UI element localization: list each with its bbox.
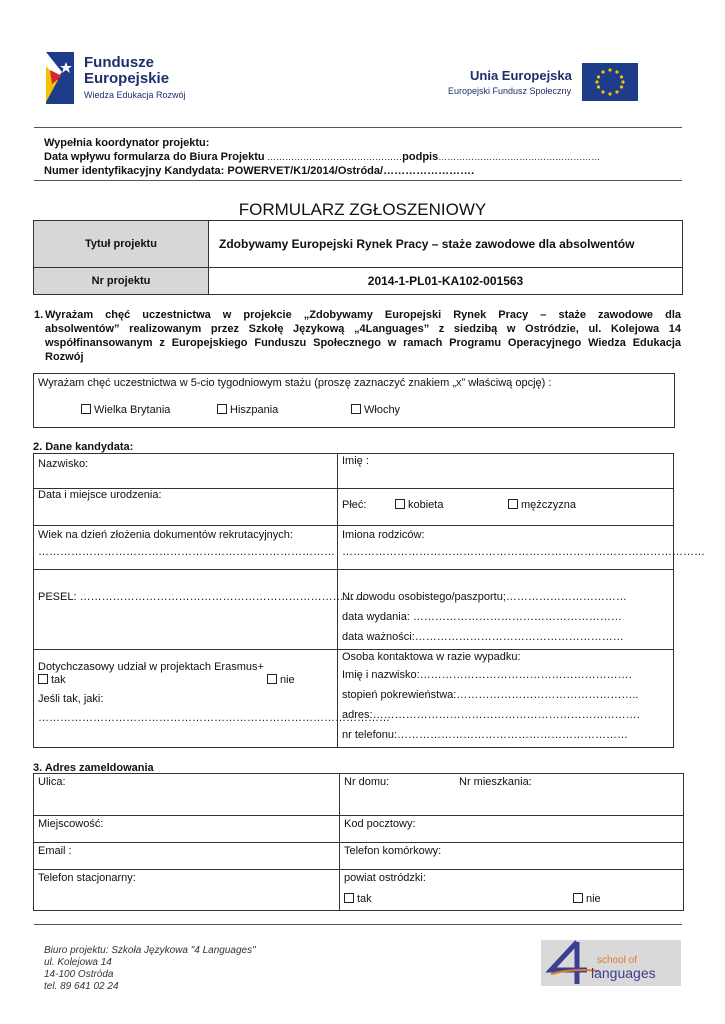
contact-heading: Osoba kontaktowa w razie wypadku: xyxy=(342,651,521,663)
project-title-label-cell xyxy=(34,221,209,268)
date-received-label: Data wpływu formularza do Biura Projektu xyxy=(44,151,265,163)
option-uk-label: Wielka Brytania xyxy=(94,404,171,416)
landline-cell[interactable] xyxy=(34,870,340,911)
sex-label: Płeć: xyxy=(342,499,367,511)
project-number-label-cell xyxy=(34,268,209,295)
parents-dots: ……………………………………………………………………………………… xyxy=(342,546,705,558)
eu-flag-icon xyxy=(582,63,638,101)
school-logo xyxy=(541,940,681,986)
option-spain-label: Hiszpania xyxy=(230,404,279,416)
checkbox-female[interactable] xyxy=(395,499,405,509)
erasmus-yes-label: tak xyxy=(51,674,66,686)
signature-label: podpis xyxy=(402,151,439,163)
surname-cell[interactable] xyxy=(34,454,338,489)
erasmus-yes-option[interactable] xyxy=(38,674,66,686)
project-number-value: 2014-1-PL01-KA102-001563 xyxy=(367,274,524,288)
street-cell[interactable] xyxy=(34,774,340,816)
project-table xyxy=(33,220,683,295)
birth-label: Data i miejsce urodzenia: xyxy=(38,489,162,501)
declaration-number: 1. xyxy=(34,309,44,321)
issue-date-label: data wydania: ………………………………………………… xyxy=(342,611,622,623)
district-yes-label: tak xyxy=(357,893,372,905)
checkbox-erasmus-yes[interactable] xyxy=(38,674,48,684)
option-italy[interactable] xyxy=(351,404,400,416)
age-cell[interactable] xyxy=(34,526,338,570)
mobile-cell[interactable] xyxy=(340,843,684,870)
first-name-label: Imię : xyxy=(342,455,369,467)
internship-prompt: Wyrażam chęć uczestnictwa w 5-cio tygodniowym stażu (proszę zaznaczyć znakiem „x” właściwą opcję) : xyxy=(38,377,552,389)
age-label: Wiek na dzień złożenia dokumentów rekrutacyjnych: xyxy=(38,529,293,541)
erasmus-no-label: nie xyxy=(280,674,295,686)
sex-male-label: mężczyzna xyxy=(521,499,577,511)
email-cell[interactable] xyxy=(34,843,340,870)
fundusze-europejskie-logo xyxy=(46,50,196,106)
declaration-line-2: absolwentów” realizowanym przez Szkołę Językową „4Languages” z siedzibą w Ostródzie, ul. Kolejowa 14 xyxy=(45,323,681,335)
erasmus-no-option[interactable] xyxy=(267,674,295,686)
ue-subtitle: Europejski Fundusz Społeczny xyxy=(448,86,572,96)
fe-title-2: Europejskie xyxy=(84,70,170,87)
project-number-label: Nr projektu xyxy=(91,275,151,287)
house-number-label: Nr domu: xyxy=(344,776,390,788)
postal-cell[interactable] xyxy=(340,816,684,843)
declaration-line-1: Wyrażam chęć uczestnictwa w projekcie „Zdobywamy Europejski Rynek Pracy – staże zawodowe dla xyxy=(45,309,681,321)
checkbox-uk[interactable] xyxy=(81,404,91,414)
sex-female-option[interactable] xyxy=(395,499,443,511)
fe-subtitle: Wiedza Edukacja Rozwój xyxy=(84,90,186,100)
footer-rule xyxy=(34,924,682,925)
candidate-id-line: Numer identyfikacyjny Kandydata: POWERVET/K1/2014/Ostróda/……………………. xyxy=(44,165,475,177)
sex-female-label: kobieta xyxy=(408,499,444,511)
fe-title-1: Fundusze xyxy=(84,54,154,71)
district-no-label: nie xyxy=(586,893,601,905)
contact-address-label: adres:………………………………………………………………. xyxy=(342,709,640,721)
section-2-heading: 2. Dane kandydata: xyxy=(33,441,134,453)
contact-phone-label: nr telefonu:……………………………………………………… xyxy=(342,729,629,741)
footer-line-2: ul. Kolejowa 14 xyxy=(44,957,112,968)
first-name-cell[interactable] xyxy=(338,454,674,489)
checkbox-district-no[interactable] xyxy=(573,893,583,903)
landline-label: Telefon stacjonarny: xyxy=(38,872,136,884)
erasmus-cell xyxy=(34,650,390,748)
ue-title: Unia Europejska xyxy=(470,68,572,83)
option-italy-label: Włochy xyxy=(364,404,401,416)
declaration-line-4: Rozwój xyxy=(45,351,84,363)
signature-dots: ……………………………………………… xyxy=(438,152,601,162)
unia-europejska-logo xyxy=(440,62,640,104)
house-cell[interactable] xyxy=(340,774,684,816)
project-title-label: Tytuł projektu xyxy=(85,238,157,250)
coordinator-date-line xyxy=(44,151,600,163)
district-cell xyxy=(340,870,684,911)
id-number-label: Nr dowodu osobistego/paszportu;…………………………… xyxy=(342,591,627,603)
sex-male-option[interactable] xyxy=(508,499,576,511)
which-project-label: Jeśli tak, jaki: xyxy=(38,693,104,705)
email-label: Email : xyxy=(38,845,72,857)
which-project-dots: …………………………………………………………………………………… xyxy=(38,712,390,724)
pesel-label: PESEL: …………………………………………………………………… xyxy=(38,591,366,603)
declaration-line-3: współfinansowanym z Europejskiego Funduszu Społecznego w ramach Programu Operacyjnego Wiedza Edukacja xyxy=(45,337,681,349)
parents-label: Imiona rodziców: xyxy=(342,529,425,541)
project-title-value: Zdobywamy Europejski Rynek Pracy – staże zawodowe dla absolwentów xyxy=(219,237,635,251)
contact-name-label: Imię i nazwisko:…………………………………………………. xyxy=(342,669,632,681)
project-title-value-cell xyxy=(209,221,683,268)
mobile-phone-label: Telefon komórkowy: xyxy=(344,845,442,857)
contact-cell[interactable] xyxy=(338,650,674,748)
option-spain[interactable] xyxy=(217,404,278,416)
checkbox-italy[interactable] xyxy=(351,404,361,414)
parents-cell[interactable] xyxy=(338,526,705,570)
pesel-cell[interactable] xyxy=(34,570,366,650)
project-number-value-cell xyxy=(209,268,683,295)
candidate-table xyxy=(33,453,705,748)
checkbox-male[interactable] xyxy=(508,499,518,509)
checkbox-district-yes[interactable] xyxy=(344,893,354,903)
city-cell[interactable] xyxy=(34,816,340,843)
footer-address xyxy=(44,945,256,993)
district-yes-option[interactable] xyxy=(344,893,372,905)
district-label: powiat ostródzki: xyxy=(344,872,426,884)
date-received-dots: ……………………………………… xyxy=(264,152,403,162)
section-3-heading: 3. Adres zameldowania xyxy=(33,762,154,774)
surname-label: Nazwisko: xyxy=(38,458,89,470)
kinship-label: stopień pokrewieństwa:………………………………………….. xyxy=(342,689,639,701)
header-rule xyxy=(34,127,682,128)
footer-line-3: 14-100 Ostróda xyxy=(44,969,114,980)
internship-box xyxy=(33,373,675,428)
district-no-option[interactable] xyxy=(573,893,601,905)
erasmus-label: Dotychczasowy udział w projektach Erasmus+ xyxy=(38,661,264,673)
age-dots: ……………………………………………………………………… xyxy=(38,546,335,558)
coordinator-rule xyxy=(34,180,682,181)
form-title: FORMULARZ ZGŁOSZENIOWY xyxy=(238,200,487,219)
fe-flag-icon xyxy=(46,52,74,104)
street-label: Ulica: xyxy=(38,776,66,788)
school-logo-school: school of xyxy=(597,955,638,966)
flat-number-label: Nr mieszkania: xyxy=(459,776,532,788)
sex-cell xyxy=(338,489,674,526)
birth-cell[interactable] xyxy=(34,489,338,526)
footer-line-4: tel. 89 641 02 24 xyxy=(44,981,119,992)
checkbox-spain[interactable] xyxy=(217,404,227,414)
address-table xyxy=(33,773,684,911)
checkbox-erasmus-no[interactable] xyxy=(267,674,277,684)
city-label: Miejscowość: xyxy=(38,818,104,830)
option-uk[interactable] xyxy=(81,404,170,416)
footer-line-1: Biuro projektu: Szkoła Językowa "4 Languages" xyxy=(44,945,256,956)
postal-code-label: Kod pocztowy: xyxy=(344,818,416,830)
coordinator-heading: Wypełnia koordynator projektu: xyxy=(44,137,210,149)
school-logo-languages: languages xyxy=(591,965,656,981)
id-document-cell[interactable] xyxy=(338,570,674,650)
expiry-date-label: data ważności:………………………………………………… xyxy=(342,631,624,643)
